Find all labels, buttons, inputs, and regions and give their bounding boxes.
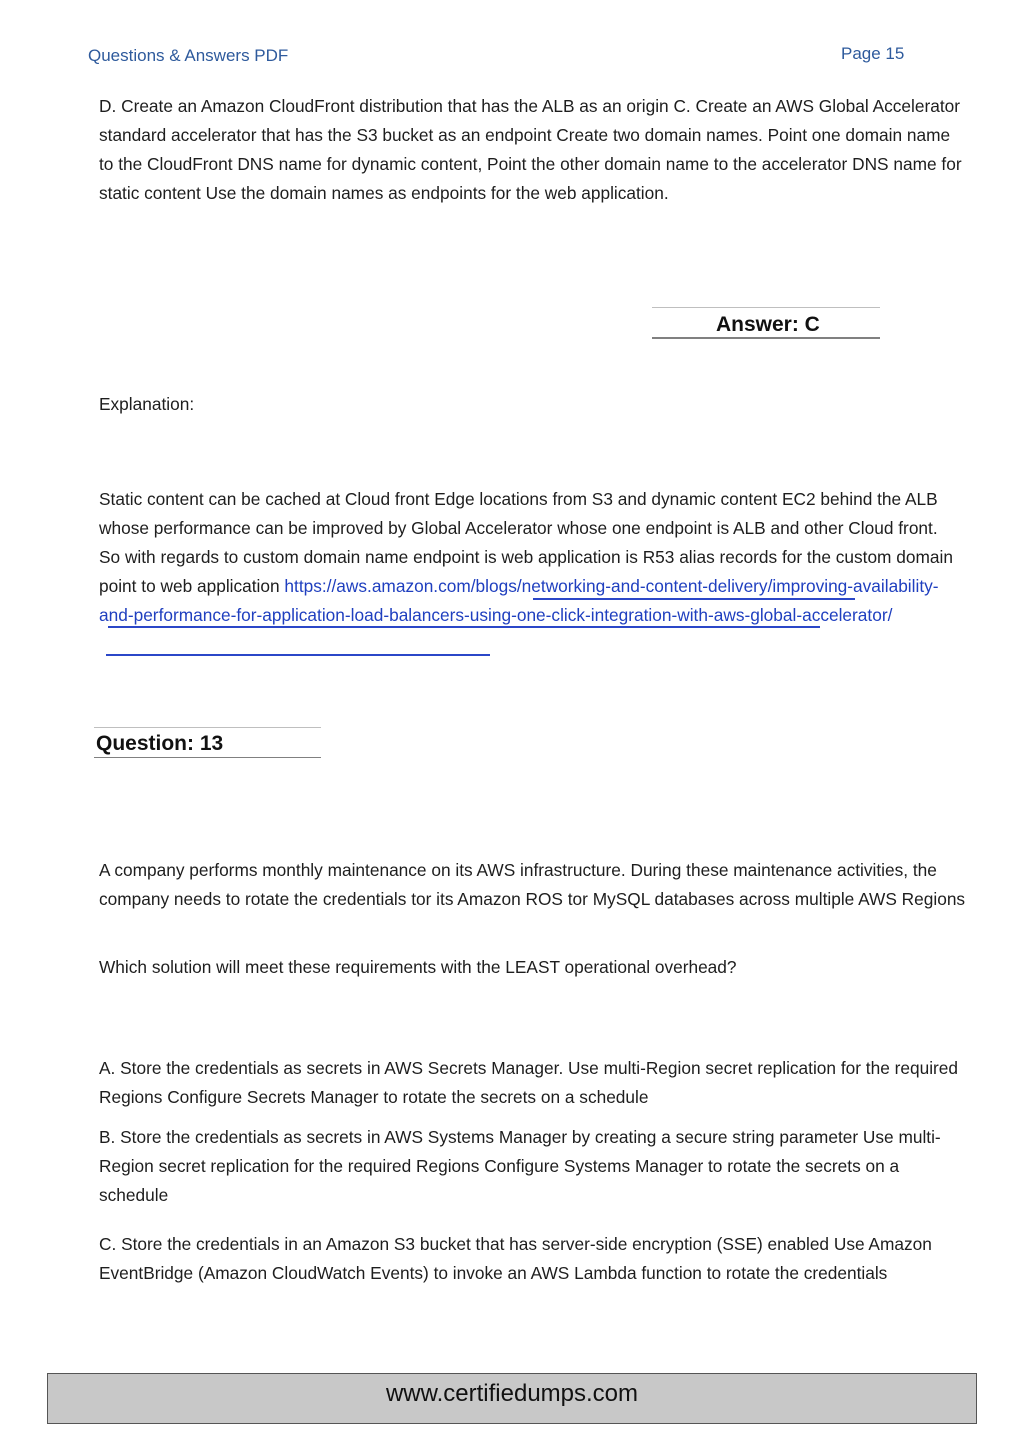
header-title: Questions & Answers PDF (88, 46, 289, 65)
question-prompt-text: Which solution will meet these requirements with the LEAST operational overhead? (99, 957, 737, 977)
answer-label: Answer: C (716, 313, 820, 336)
question-heading: Question: 13 (96, 732, 224, 755)
link-underline-2 (108, 626, 820, 628)
explanation-link[interactable]: https://aws.amazon.com/blogs/networking-and-content-delivery/improving-availability-and-performance-for-application-load-balancers-using-one-click-integration-with-aws-global-accelerator/ (99, 576, 939, 625)
footer-url[interactable]: www.certifiedumps.com (385, 1380, 639, 1407)
option-a-text: A. Store the credentials as secrets in AWS Secrets Manager. Use multi-Region secret replication for the required Regions Configure Secrets Manager to rotate the secrets on a schedule (99, 1058, 959, 1107)
explanation-label-text: Explanation: (99, 394, 195, 414)
question-prompt (99, 953, 969, 982)
question-text: A company performs monthly maintenance on its AWS infrastructure. During these maintenance activities, the company needs to rotate the credentials tor its Amazon ROS tor MySQL databases across multiple AWS Regions (99, 860, 966, 909)
footer-bar (47, 1373, 977, 1424)
option-a-paragraph (99, 1054, 969, 1112)
option-b-paragraph (99, 1123, 969, 1210)
answer-box (652, 307, 880, 339)
option-d-paragraph (99, 92, 969, 208)
explanation-label (99, 390, 969, 419)
option-d-text: D. Create an Amazon CloudFront distribution that has the ALB as an origin C. Create an AWS Global Accelerator standard accelerator that has the S3 bucket as an endpoint Create two domain names. Point one domain name to the CloudFront DNS name for dynamic content, Point the other domain name to the accelerator DNS name for static content Use the domain names as endpoints for the web application. (99, 96, 962, 203)
option-c-text: C. Store the credentials in an Amazon S3 bucket that has server-side encryption (SSE) enabled Use Amazon EventBridge (Amazon CloudWatch Events) to invoke an AWS Lambda function to rotate the credentials (99, 1234, 932, 1283)
link-underline-1 (533, 598, 855, 600)
question-paragraph (99, 856, 969, 914)
option-b-text: B. Store the credentials as secrets in AWS Systems Manager by creating a secure string parameter Use multi-Region secret replication for the required Regions Configure Systems Manager to rotate the secrets on a schedule (99, 1127, 941, 1205)
question-heading-box (94, 727, 321, 758)
option-c-paragraph (99, 1230, 969, 1288)
link-underline-3 (106, 654, 490, 656)
page-number: Page 15 (841, 44, 905, 63)
explanation-text: Static content can be cached at Cloud front Edge locations from S3 and dynamic content EC2 behind the ALB whose performance can be improved by Global Accelerator whose one endpoint is ALB and other Cloud front. So with regards to custom domain name endpoint is web application is R53 alias records for the custom domain point to web application (99, 489, 953, 596)
explanation-paragraph (99, 485, 961, 630)
